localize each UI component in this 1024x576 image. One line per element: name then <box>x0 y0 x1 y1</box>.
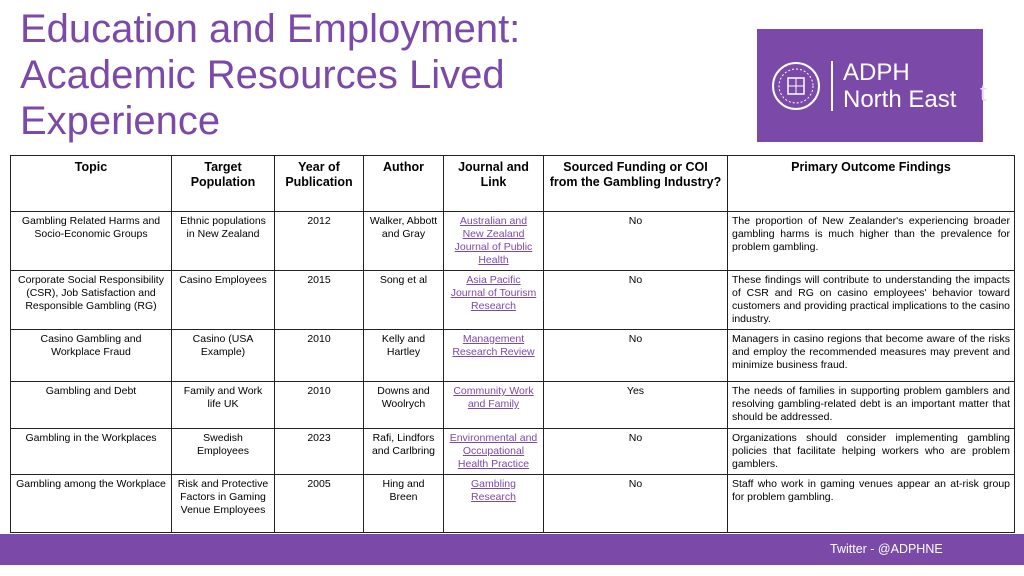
cell-topic: Casino Gambling and Workplace Fraud <box>11 330 172 382</box>
cell-outcome: These findings will contribute to understanding the impacts of CSR and RG on casino employees' behavior toward customers and providing practical implications to the casino industry. <box>728 271 1015 330</box>
cell-journal <box>444 429 544 475</box>
table-row <box>11 212 1015 271</box>
footer-bar <box>0 534 1024 565</box>
cell-journal <box>444 271 544 330</box>
cell-year: 2010 <box>275 330 364 382</box>
header-funding: Sourced Funding or COI from the Gambling Industry? <box>544 156 728 212</box>
cell-author: Rafi, Lindfors and Carlbring <box>364 429 444 475</box>
journal-link[interactable]: Gambling Research <box>471 478 516 503</box>
logo-divider <box>831 61 833 111</box>
twitter-handle: Twitter - @ADPHNE <box>830 542 943 556</box>
header-outcome: Primary Outcome Findings <box>728 156 1015 212</box>
header-topic: Topic <box>11 156 172 212</box>
cell-population: Casino (USA Example) <box>172 330 275 382</box>
cell-author: Song et al <box>364 271 444 330</box>
header-author: Author <box>364 156 444 212</box>
cell-population: Swedish Employees <box>172 429 275 475</box>
cell-year: 2012 <box>275 212 364 271</box>
table-row <box>11 475 1015 533</box>
cell-outcome: Managers in casino regions that become aware of the risks and employ the recommended measures may prevent and minimize business fraud. <box>728 330 1015 382</box>
title-line: Experience <box>20 99 221 143</box>
cell-topic: Gambling in the Workplaces <box>11 429 172 475</box>
page-title <box>20 6 740 144</box>
cell-journal <box>444 475 544 533</box>
cell-funding: No <box>544 475 728 533</box>
cell-funding: Yes <box>544 382 728 429</box>
cell-year: 2023 <box>275 429 364 475</box>
table-row <box>11 271 1015 330</box>
table-row <box>11 330 1015 382</box>
cell-year: 2015 <box>275 271 364 330</box>
seal-icon <box>771 61 821 111</box>
journal-link[interactable]: Environmental and Occupational Health Practice <box>449 432 538 470</box>
cell-journal <box>444 382 544 429</box>
cell-topic: Gambling among the Workplace <box>11 475 172 533</box>
journal-link[interactable]: Community Work and Family <box>453 385 534 410</box>
cell-outcome: Staff who work in gaming venues appear an at-risk group for problem gambling. <box>728 475 1015 533</box>
cell-topic: Corporate Social Responsibility (CSR), Job Satisfaction and Responsible Gambling (RG) <box>11 271 172 330</box>
resources-table <box>10 155 1015 533</box>
cell-funding: No <box>544 212 728 271</box>
cell-journal <box>444 212 544 271</box>
cell-year: 2005 <box>275 475 364 533</box>
table-row <box>11 429 1015 475</box>
cell-author: Hing and Breen <box>364 475 444 533</box>
adph-logo <box>757 29 983 142</box>
cell-year: 2010 <box>275 382 364 429</box>
table-header-row <box>11 156 1015 212</box>
cell-outcome: The proportion of New Zealander's experiencing broader gambling harms is much higher than the prevalence for problem gambling. <box>728 212 1015 271</box>
cell-outcome: The needs of families in supporting problem gamblers and resolving gambling-related debt is an important matter that should be addressed. <box>728 382 1015 429</box>
cell-author: Kelly and Hartley <box>364 330 444 382</box>
journal-link[interactable]: Management Research Review <box>452 333 535 358</box>
logo-line-1: ADPH <box>843 58 910 86</box>
cell-outcome: Organizations should consider implementing gambling policies that facilitate helping workers who are problem gamblers. <box>728 429 1015 475</box>
journal-link[interactable]: Australian and New Zealand Journal of Public Health <box>454 215 533 266</box>
cell-funding: No <box>544 330 728 382</box>
header-target-population: Target Population <box>172 156 275 212</box>
header-journal: Journal and Link <box>444 156 544 212</box>
logo-text <box>843 59 956 113</box>
table-row <box>11 382 1015 429</box>
cell-author: Walker, Abbott and Gray <box>364 212 444 271</box>
cell-population: Ethnic populations in New Zealand <box>172 212 275 271</box>
cell-journal <box>444 330 544 382</box>
ghost-text: t <box>980 80 987 107</box>
cell-population: Family and Work life UK <box>172 382 275 429</box>
header-year: Year of Publication <box>275 156 364 212</box>
cell-funding: No <box>544 271 728 330</box>
title-line: Education and Employment: <box>20 7 521 51</box>
cell-funding: No <box>544 429 728 475</box>
cell-topic: Gambling Related Harms and Socio-Economic Groups <box>11 212 172 271</box>
cell-population: Risk and Protective Factors in Gaming Venue Employees <box>172 475 275 533</box>
cell-topic: Gambling and Debt <box>11 382 172 429</box>
logo-line-2: North East <box>843 85 957 113</box>
journal-link[interactable]: Asia Pacific Journal of Tourism Research <box>450 274 537 312</box>
cell-author: Downs and Woolrych <box>364 382 444 429</box>
title-line: Academic Resources Lived <box>20 53 505 97</box>
cell-population: Casino Employees <box>172 271 275 330</box>
